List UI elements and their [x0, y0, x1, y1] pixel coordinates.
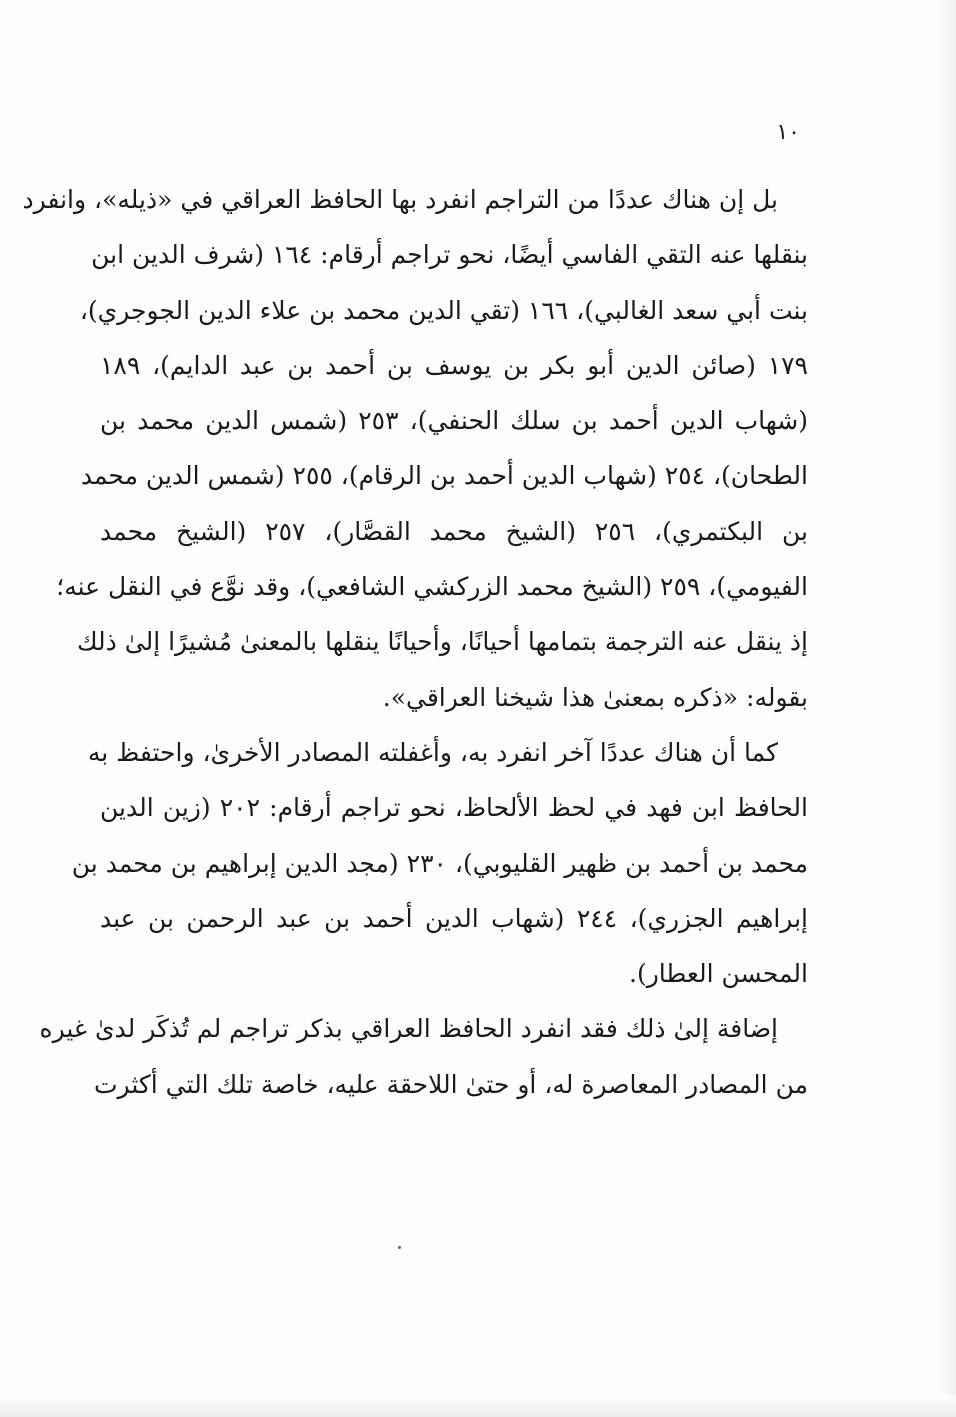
text-line: بنت أبي سعد الغالبي)، ١٦٦ (تقي الدين محمد بن علاء الدين الجوجري)، [79, 295, 808, 325]
text-line: الحافظ ابن فهد في لحظ الألحاظ، نحو تراجم أرقام: ٢٠٢ (زين الدين [100, 793, 808, 823]
text-line: المحسن العطار). [629, 959, 808, 989]
paragraph-3 [39, 1007, 808, 1118]
paragraph-1 [22, 178, 808, 731]
paragraph-2 [71, 731, 808, 1007]
text-line: من المصادر المعاصرة له، أو حتىٰ اللاحقة عليه، خاصة تلك التي أكثرت [94, 1069, 808, 1099]
text-line: الفيومي)، ٢٥٩ (الشيخ محمد الزركشي الشافعي)، وقد نوَّع في النقل عنه؛ [56, 572, 808, 602]
page-right-edge [942, 0, 956, 1417]
page-number: ١٠ [776, 120, 800, 145]
text-line: بنقلها عنه التقي الفاسي أيضًا، نحو تراجم أرقام: ١٦٤ (شرف الدين ابن [91, 240, 808, 270]
text-line: بل إن هناك عددًا من التراجم انفرد بها الحافظ العراقي في «ذيله»، وانفرد [22, 185, 778, 214]
text-line: إذ ينقل عنه الترجمة بتمامها أحيانًا، وأحيانًا ينقلها بالمعنىٰ مُشيرًا إلىٰ ذلك [76, 627, 808, 657]
text-line: (شهاب الدين أحمد بن سلك الحنفي)، ٢٥٣ (شمس الدين محمد بن [100, 406, 808, 436]
text-line: إضافة إلىٰ ذلك فقد انفرد الحافظ العراقي بذكر تراجم لم تُذكَر لدىٰ غيره [39, 1014, 778, 1044]
text-line: بن البكتمري)، ٢٥٦ (الشيخ محمد القصَّار)، ٢٥٧ (الشيخ محمد [100, 516, 808, 546]
page-bottom-edge [0, 1395, 956, 1417]
text-line: الطحان)، ٢٥٤ (شهاب الدين أحمد بن الرقام)، ٢٥٥ (شمس الدين محمد [80, 461, 808, 491]
body-text [22, 178, 808, 1118]
text-line: ١٧٩ (صائن الدين أبو بكر بن يوسف بن أحمد بن عبد الدايم)، ١٨٩ [100, 350, 808, 380]
scan-speck [398, 1246, 401, 1249]
text-line: بقوله: «ذكره بمعنىٰ هذا شيخنا العراقي». [382, 682, 808, 712]
text-line: كما أن هناك عددًا آخر انفرد به، وأغفلته المصادر الأخرىٰ، واحتفظ به [87, 737, 778, 767]
text-line: محمد بن أحمد بن ظهير القليوبي)، ٢٣٠ (مجد الدين إبراهيم بن محمد بن [71, 848, 808, 878]
text-line: إبراهيم الجزري)، ٢٤٤ (شهاب الدين أحمد بن عبد الرحمن بن عبد [100, 903, 808, 933]
